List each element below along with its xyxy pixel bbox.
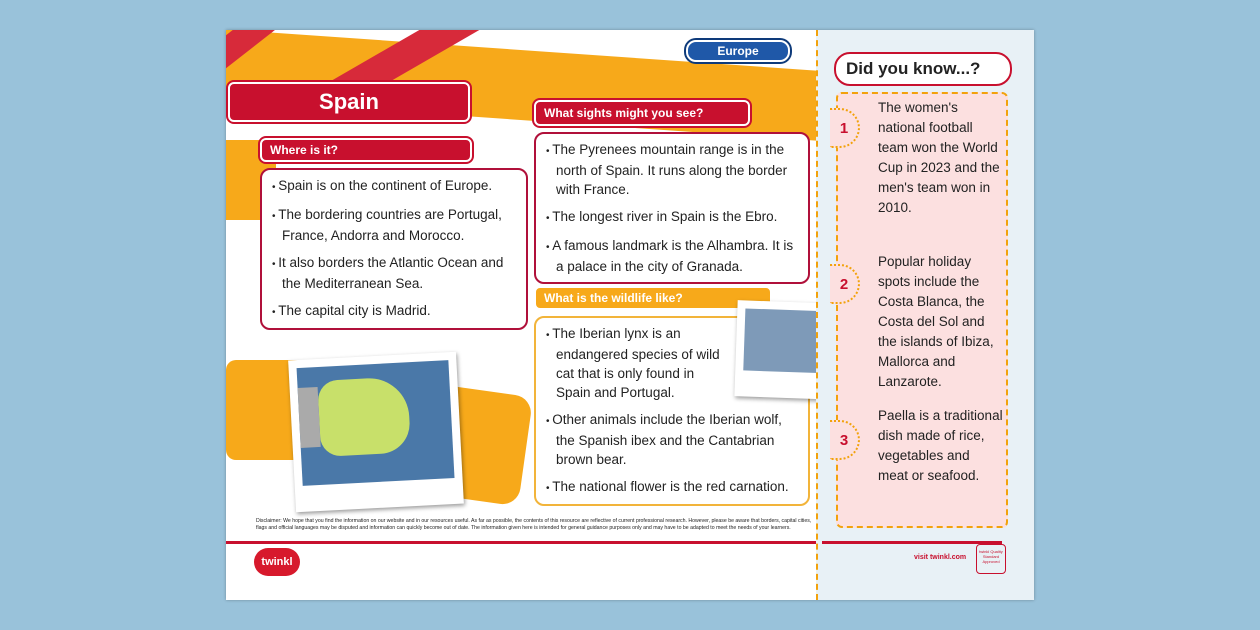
sights-item: • The longest river in Spain is the Ebro. (544, 207, 800, 228)
where-heading: Where is it? (260, 138, 472, 162)
wildlife-heading: What is the wildlife like? (534, 286, 772, 310)
fact-file-card (226, 30, 1034, 600)
fact-item: Popular holiday spots include the Costa Blanca, the Costa del Sol and the islands of Ibiza, Mallorca and Lanzarote. (878, 254, 994, 389)
page-title: Spain (228, 82, 470, 122)
footer-divider (226, 541, 816, 544)
sights-box (534, 132, 810, 284)
fact-number: 3 (830, 420, 860, 460)
disclaimer: Disclaimer: We hope that you find the information on our website and in our resources useful. As far as possible, the contents of this resource are reflective of current professional research. However, please be aware that borders, capital cities, flags and official languages may be disputed and information can quickly become out of date. The information given here is intended for general guidance purposes only and may have to be adapted to meet the needs of your learners. (256, 518, 812, 531)
spain-map (297, 360, 455, 486)
did-you-know-heading: Did you know...? (834, 52, 1012, 86)
sights-item: • A famous landmark is the Alhambra. It is a palace in the city of Granada. (544, 236, 800, 276)
quality-badge: twinkl Quality Standard Approved (976, 544, 1006, 574)
footer-divider (822, 541, 1002, 544)
where-item: • It also borders the Atlantic Ocean and the Mediterranean Sea. (270, 253, 518, 293)
where-item: • The capital city is Madrid. (270, 301, 518, 322)
where-box (260, 168, 528, 330)
wildlife-item: • The national flower is the red carnation. (544, 477, 800, 498)
wildlife-item: • The Iberian lynx is an endangered species of wild cat that is only found in Spain and Portugal. (544, 324, 729, 402)
visit-link[interactable]: visit twinkl.com (914, 554, 967, 561)
fact-number: 1 (830, 108, 860, 148)
facts-list (836, 92, 1008, 528)
twinkl-logo: twinkl (254, 548, 300, 576)
sights-heading: What sights might you see? (534, 100, 750, 126)
fact-number: 2 (830, 264, 860, 304)
sights-item: • The Pyrenees mountain range is in the north of Spain. It runs along the border with France. (544, 140, 800, 199)
wildlife-item: • Other animals include the Iberian wolf, the Spanish ibex and the Cantabrian brown bear. (544, 410, 800, 469)
fact-item: The women's national football team won the World Cup in 2023 and the men's team won in 2010. (878, 100, 1000, 215)
where-item: • Spain is on the continent of Europe. (270, 176, 518, 197)
fact-item: Paella is a traditional dish made of rice, vegetables and meat or seafood. (878, 408, 1003, 483)
where-item: • The bordering countries are Portugal, France, Andorra and Morocco. (270, 205, 518, 245)
continent-badge: Europe (686, 40, 790, 62)
map-photo (288, 352, 464, 513)
